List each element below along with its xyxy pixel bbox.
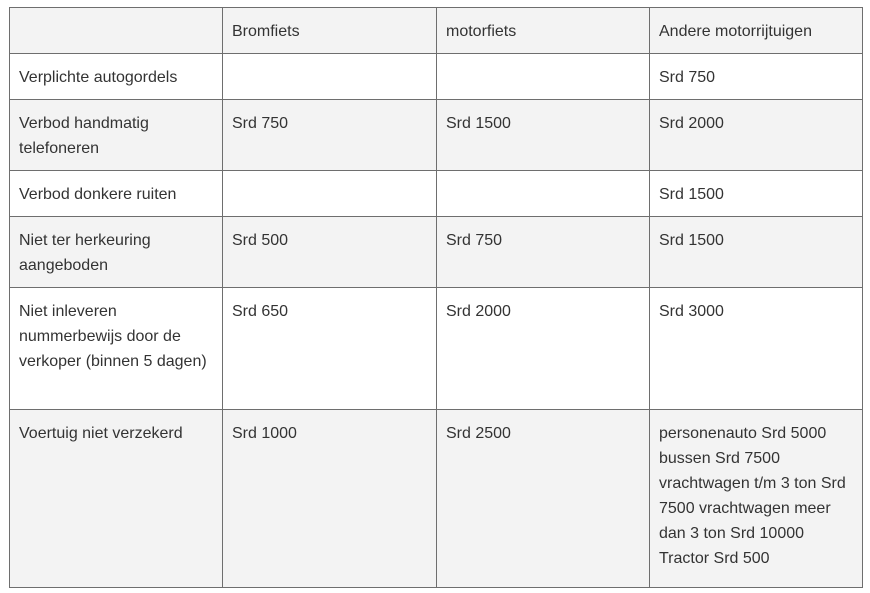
header-cell-andere-motorrijtuigen: Andere motorrijtuigen	[650, 8, 863, 54]
andere-motorrijtuigen-cell: Srd 1500	[650, 217, 863, 288]
bromfiets-cell	[223, 171, 437, 217]
bromfiets-cell: Srd 1000	[223, 410, 437, 588]
bromfiets-cell: Srd 750	[223, 100, 437, 171]
andere-motorrijtuigen-cell: Srd 2000	[650, 100, 863, 171]
motorfiets-cell: Srd 750	[437, 217, 650, 288]
fines-table	[9, 7, 863, 588]
table-row	[10, 54, 863, 100]
row-label-cell: Verbod donkere ruiten	[10, 171, 223, 217]
table-row	[10, 217, 863, 288]
motorfiets-cell	[437, 171, 650, 217]
andere-motorrijtuigen-cell: Srd 3000	[650, 288, 863, 410]
header-cell-empty	[10, 8, 223, 54]
table-row	[10, 100, 863, 171]
motorfiets-cell: Srd 2500	[437, 410, 650, 588]
table-row	[10, 410, 863, 588]
bromfiets-cell: Srd 650	[223, 288, 437, 410]
andere-motorrijtuigen-cell: Srd 1500	[650, 171, 863, 217]
row-label-cell: Niet inleveren nummerbewijs door de verkoper (binnen 5 dagen)	[10, 288, 223, 410]
row-label-cell: Verplichte autogordels	[10, 54, 223, 100]
andere-motorrijtuigen-cell: personenauto Srd 5000 bussen Srd 7500 vrachtwagen t/m 3 ton Srd 7500 vrachtwagen meer dan 3 ton Srd 10000 Tractor Srd 500	[650, 410, 863, 588]
table-row	[10, 171, 863, 217]
header-cell-motorfiets: motorfiets	[437, 8, 650, 54]
andere-motorrijtuigen-cell: Srd 750	[650, 54, 863, 100]
row-label-cell: Voertuig niet verzekerd	[10, 410, 223, 588]
row-label-cell: Niet ter herkeuring aangeboden	[10, 217, 223, 288]
row-label-cell: Verbod handmatig telefoneren	[10, 100, 223, 171]
motorfiets-cell	[437, 54, 650, 100]
motorfiets-cell: Srd 2000	[437, 288, 650, 410]
bromfiets-cell	[223, 54, 437, 100]
bromfiets-cell: Srd 500	[223, 217, 437, 288]
table-header-row	[10, 8, 863, 54]
header-cell-bromfiets: Bromfiets	[223, 8, 437, 54]
motorfiets-cell: Srd 1500	[437, 100, 650, 171]
table-row	[10, 288, 863, 410]
